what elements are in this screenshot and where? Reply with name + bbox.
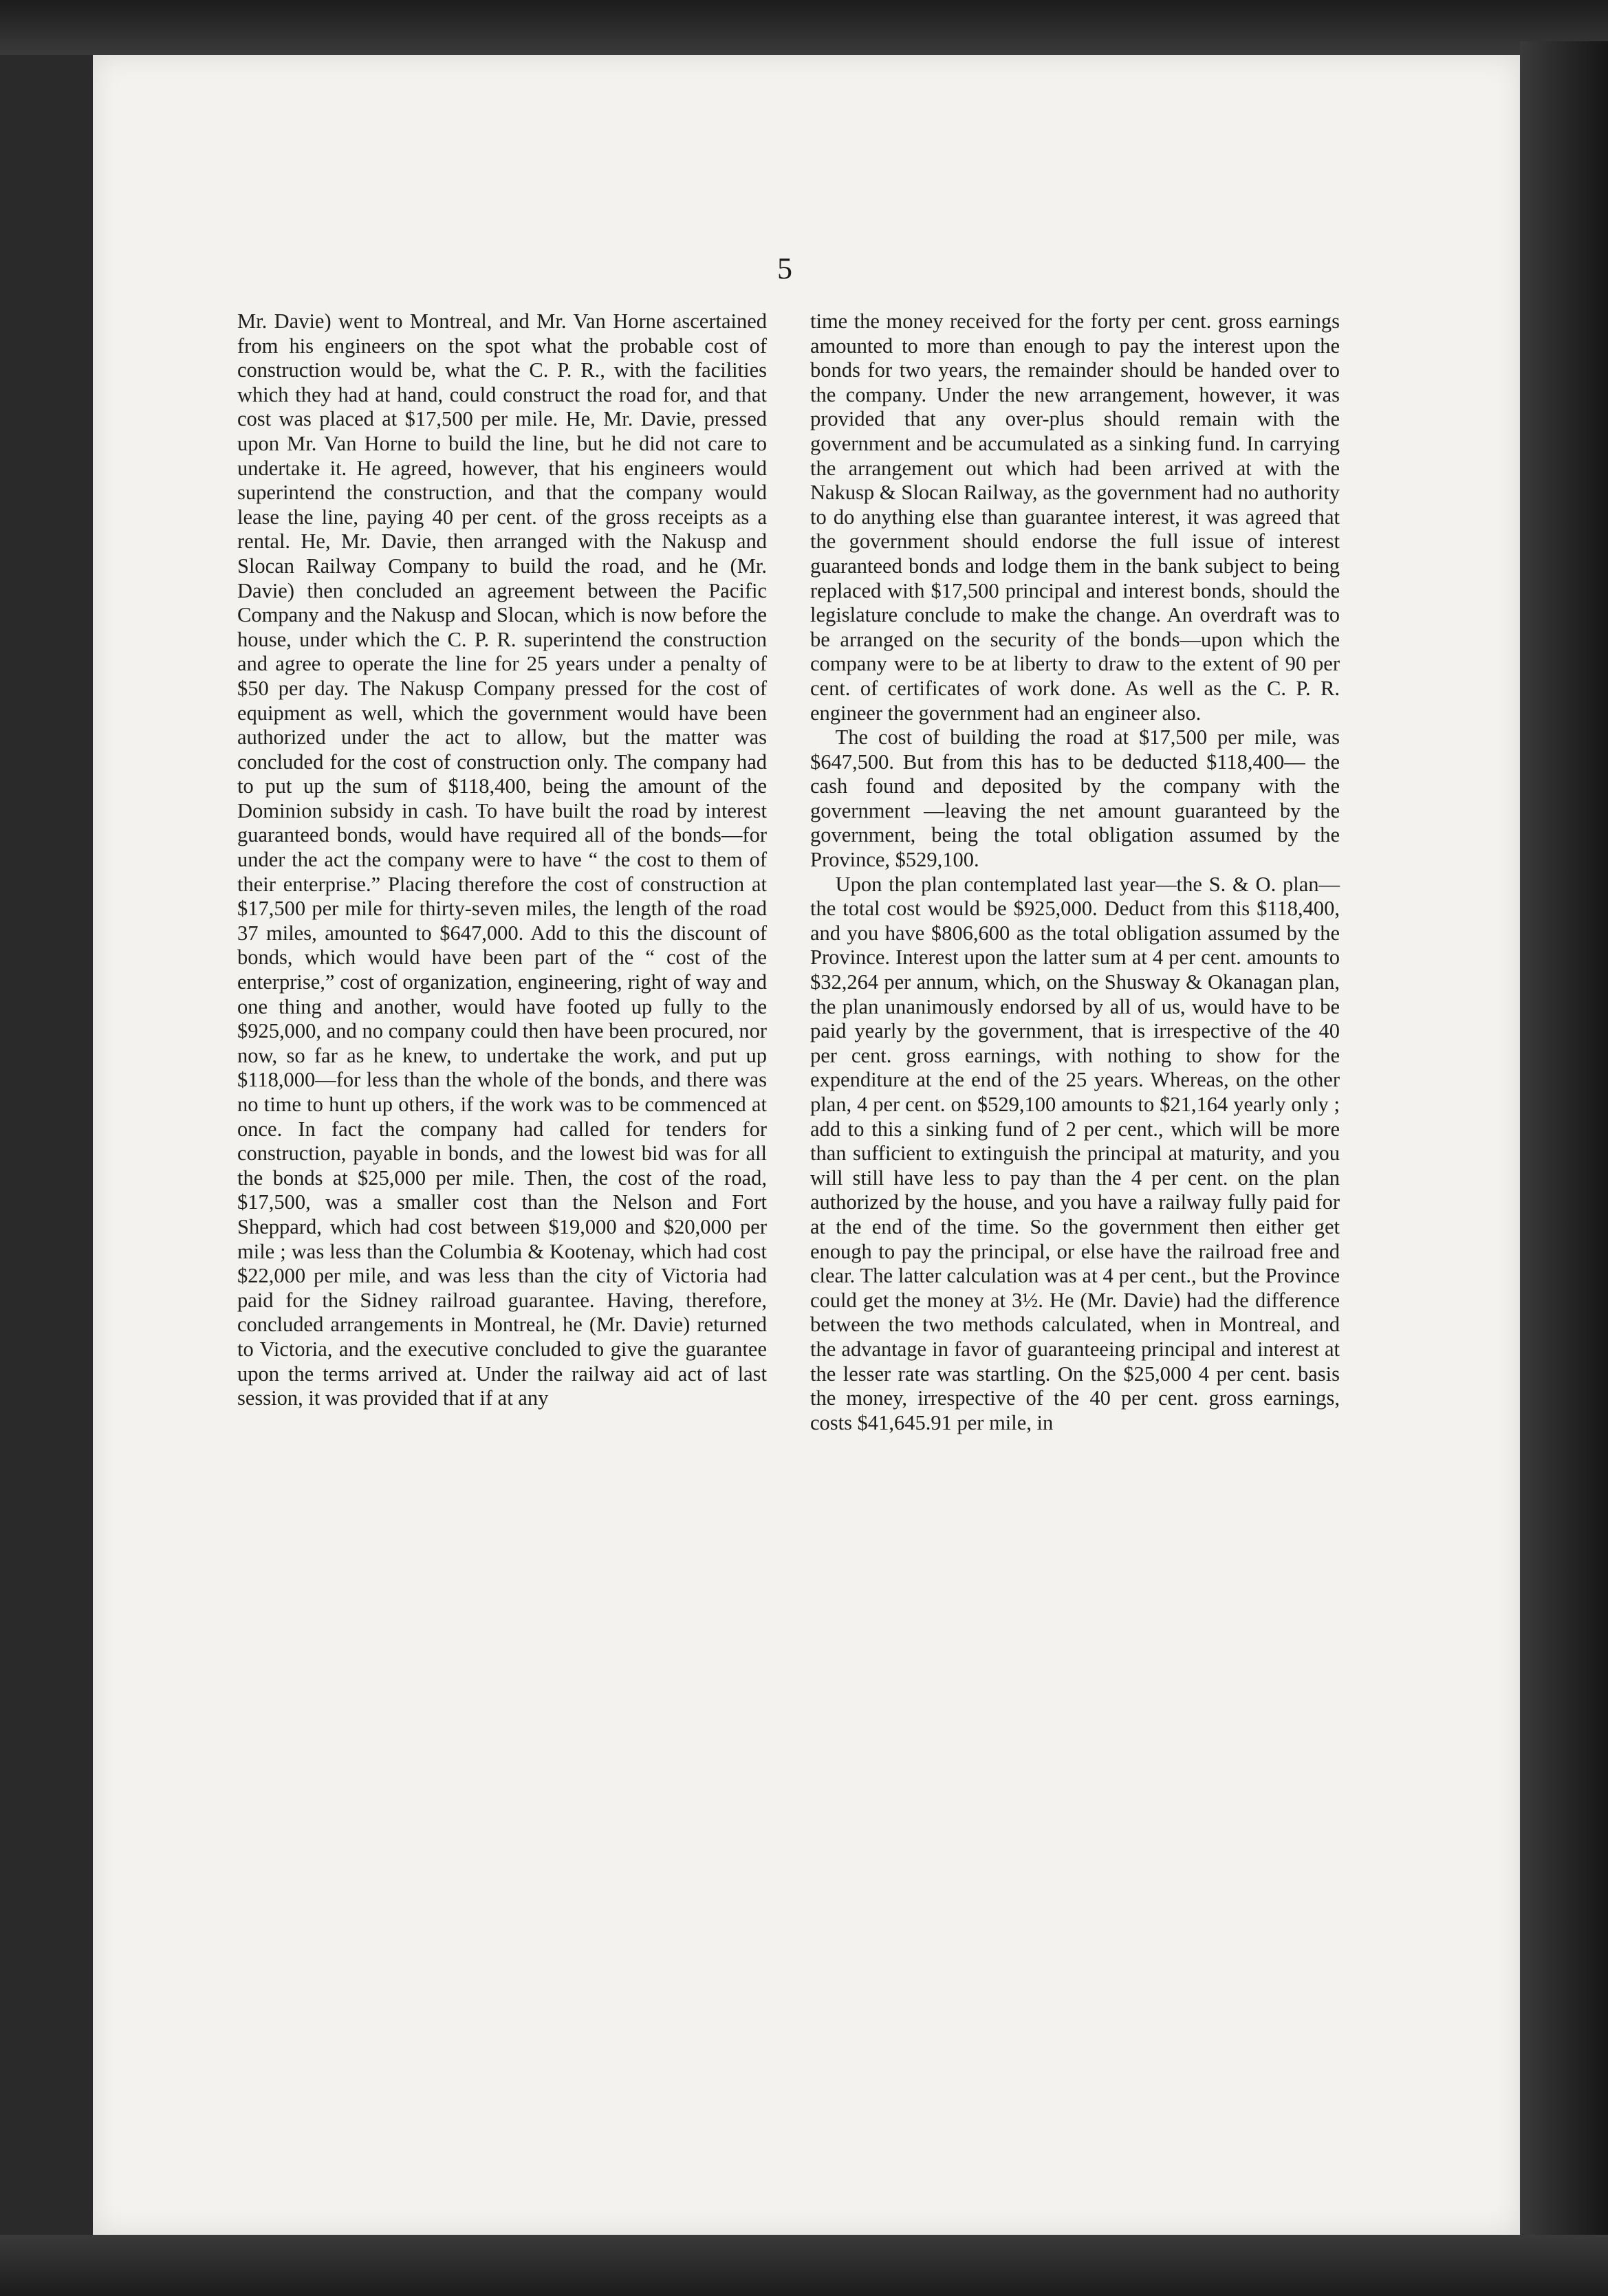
scan-border-right: [1520, 41, 1608, 2242]
scan-border-top: [0, 0, 1608, 55]
right-column: [810, 309, 1340, 1435]
right-paragraph-2: The cost of building the road at $17,500 per mile, was $647,500. But from this has to be deducted $118,400— the cash found and deposited by the company with the government —leaving the net amount guaranteed by the government, being the total obligation assumed by the Province, $529,100.: [810, 725, 1340, 872]
right-paragraph-1: time the money received for the forty per cent. gross earnings amounted to more than enough to pay the interest upon the bonds for two years, the remainder should be handed over to the company. Under the new arrangement, however, it was provided that any over-plus should remain with the government and be accumulated as a sinking fund. In carrying the arrangement out which had been arrived at with the Nakusp & Slocan Railway, as the government had no authority to do anything else than guarantee interest, it was agreed that the government should endorse the full issue of interest guaranteed bonds and lodge them in the bank subject to being replaced with $17,500 principal and interest bonds, should the legislature conclude to make the change. An overdraft was to be arranged on the security of the bonds—upon which the company were to be at liberty to draw to the extent of 90 per cent. of certificates of work done. As well as the C. P. R. engineer the government had an engineer also.: [810, 309, 1340, 725]
scan-border-bottom: [0, 2235, 1608, 2296]
left-column: [237, 309, 767, 1411]
left-paragraph-1: Mr. Davie) went to Montreal, and Mr. Van Horne ascertained from his engineers on the spot what the probable cost of construction would be, what the C. P. R., with the facilities which they had at hand, could construct the road for, and that cost was placed at $17,500 per mile. He, Mr. Davie, pressed upon Mr. Van Horne to build the line, but he did not care to undertake it. He agreed, however, that his engineers would superintend the construction, and that the company would lease the line, paying 40 per cent. of the gross receipts as a rental. He, Mr. Davie, then arranged with the Nakusp and Slocan Railway Company to build the road, and he (Mr. Davie) then concluded an agreement between the Pacific Company and the Nakusp and Slocan, which is now before the house, under which the C. P. R. superintend the construction and agree to operate the line for 25 years under a penalty of $50 per day. The Nakusp Company pressed for the cost of equipment as well, which the government would have been authorized under the act to allow, but the matter was concluded for the cost of construction only. The company had to put up the sum of $118,400, being the amount of the Dominion subsidy in cash. To have built the road by interest guaranteed bonds, would have required all of the bonds—for under the act the company were to have “ the cost to them of their enterprise.” Placing therefore the cost of construction at $17,500 per mile for thirty-seven miles, the length of the road 37 miles, amounted to $647,000. Add to this the discount of bonds, which would have been part of the “ cost of the enterprise,” cost of organization, engineering, right of way and one thing and another, would have footed up fully to the $925,000, and no company could then have been procured, nor now, so far as he knew, to undertake the work, and put up $118,000—for less than the whole of the bonds, and there was no time to hunt up others, if the work was to be commenced at once. In fact the company had called for tenders for construction, payable in bonds, and the lowest bid was for all the bonds at $25,000 per mile. Then, the cost of the road, $17,500, was a smaller cost than the Nelson and Fort Sheppard, which had cost between $19,000 and $20,000 per mile ; was less than the Columbia & Kootenay, which had cost $22,000 per mile, and was less than the city of Victoria had paid for the Sidney railroad guarantee. Having, therefore, concluded arrangements in Montreal, he (Mr. Davie) returned to Victoria, and the executive concluded to give the guarantee upon the terms arrived at. Under the railway aid act of last session, it was provided that if at any: [237, 309, 767, 1410]
page-number: 5: [777, 252, 792, 285]
right-paragraph-3: Upon the plan contemplated last year—the S. & O. plan—the total cost would be $925,000. Deduct from this $118,400, and you have $806,600 as the total obligation assumed by the Province. Interest upon the latter sum at 4 per cent. amounts to $32,264 per annum, which, on the Shusway & Okanagan plan, the plan unanimously endorsed by all of us, would have to be paid yearly by the government, that is irrespective of the 40 per cent. gross earnings, with nothing to show for the expenditure at the end of the 25 years. Whereas, on the other plan, 4 per cent. on $529,100 amounts to $21,164 yearly only ; add to this a sinking fund of 2 per cent., which will be more than sufficient to extinguish the principal at maturity, and you will still have less to pay than the 4 per cent. on the plan authorized by the house, and you have a railway fully paid for at the end of the time. So the government then either get enough to pay the principal, or else have the railroad free and clear. The latter calculation was at 4 per cent., but the Province could get the money at 3½. He (Mr. Davie) had the difference between the two methods calculated, when in Montreal, and the advantage in favor of guaranteeing principal and interest at the lesser rate was startling. On the $25,000 4 per cent. basis the money, irrespective of the 40 per cent. gross earnings, costs $41,645.91 per mile, in: [810, 872, 1340, 1434]
